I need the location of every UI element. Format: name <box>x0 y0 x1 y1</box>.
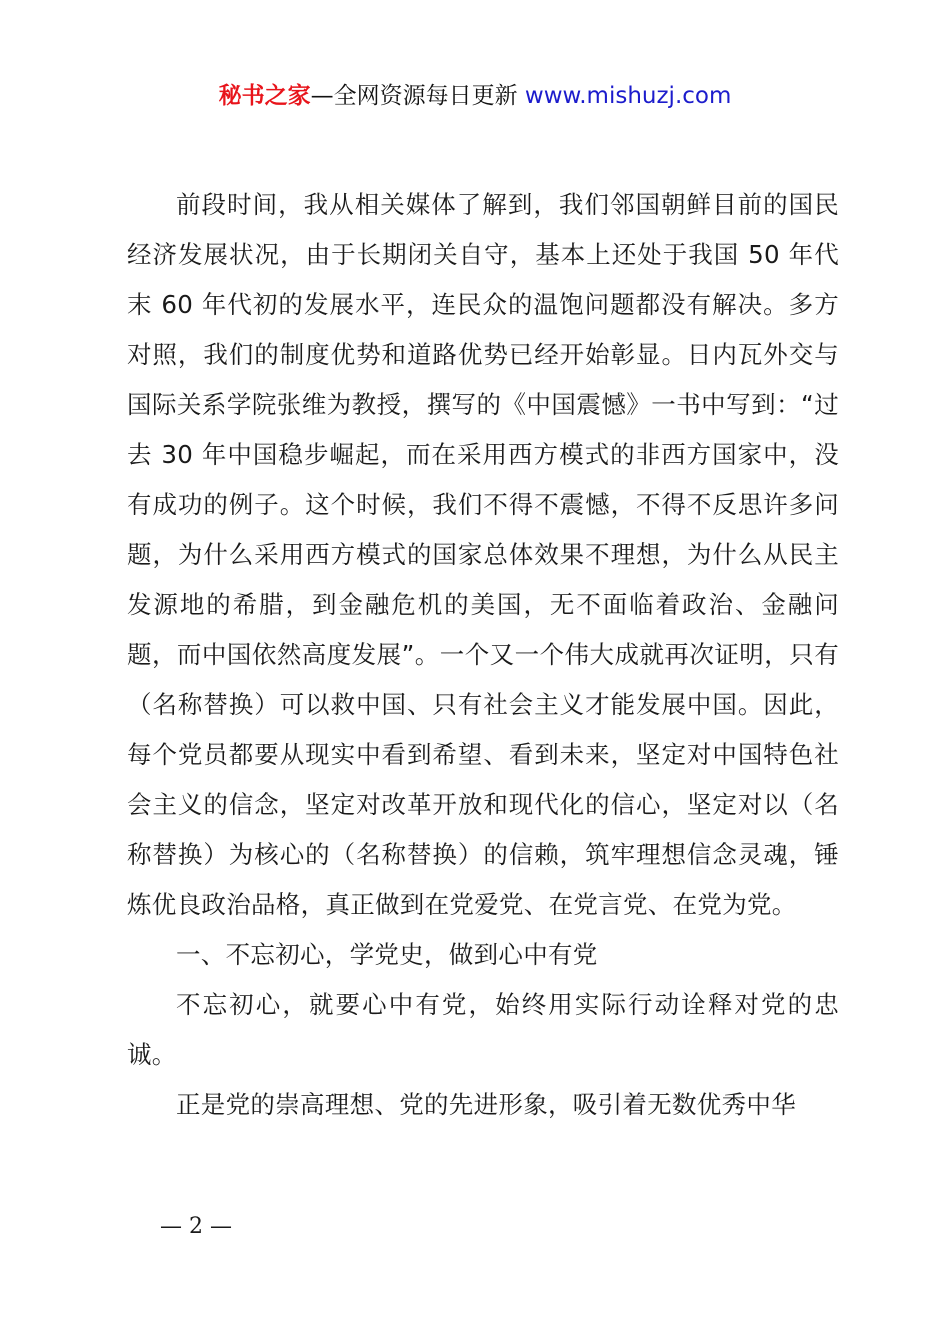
body-paragraph: 前段时间，我从相关媒体了解到，我们邻国朝鲜目前的国民经济发展状况，由于长期闭关自守，基本上还处于我国 50 年代末 60 年代初的发展水平，连民众的温饱问题都没有解决。多方对照，我们的制度优势和道路优势已经开始彰显。日内瓦外交与国际关系学院张维为教授，撰写的《中国震憾》一书中写到：“过去 30 年中国稳步崛起，而在采用西方模式的非西方国家中，没有成功的例子。这个时候，我们不得不震憾，不得不反思许多问题，为什么采用西方模式的国家总体效果不理想，为什么从民主发源地的希腊，到金融危机的美国，无不面临着政治、金融问题，而中国依然高度发展”。一个又一个伟大成就再次证明，只有（名称替换）可以救中国、只有社会主义才能发展中国。因此，每个党员都要从现实中看到希望、看到未来，坚定对中国特色社会主义的信念，坚定对改革开放和现代化的信心，坚定对以（名称替换）为核心的（名称替换）的信赖，筑牢理想信念灵魂，锤炼优良政治品格，真正做到在党爱党、在党言党、在党为党。 <box>127 190 839 919</box>
document-body <box>127 180 839 1130</box>
body-paragraph: 不忘初心，就要心中有党，始终用实际行动诠释对党的忠诚。 <box>127 990 839 1069</box>
section-heading: 一、不忘初心，学党史，做到心中有党 <box>176 940 598 969</box>
body-paragraph: 正是党的崇高理想、党的先进形象，吸引着无数优秀中华 <box>176 1090 796 1119</box>
header-brand: 秘书之家 <box>218 83 311 109</box>
header-site-link[interactable]: www.mishuzj.com <box>524 83 732 109</box>
page-header <box>0 78 950 114</box>
header-slogan: —全网资源每日更新 <box>310 83 518 109</box>
page-number: — 2 — <box>160 1214 232 1239</box>
